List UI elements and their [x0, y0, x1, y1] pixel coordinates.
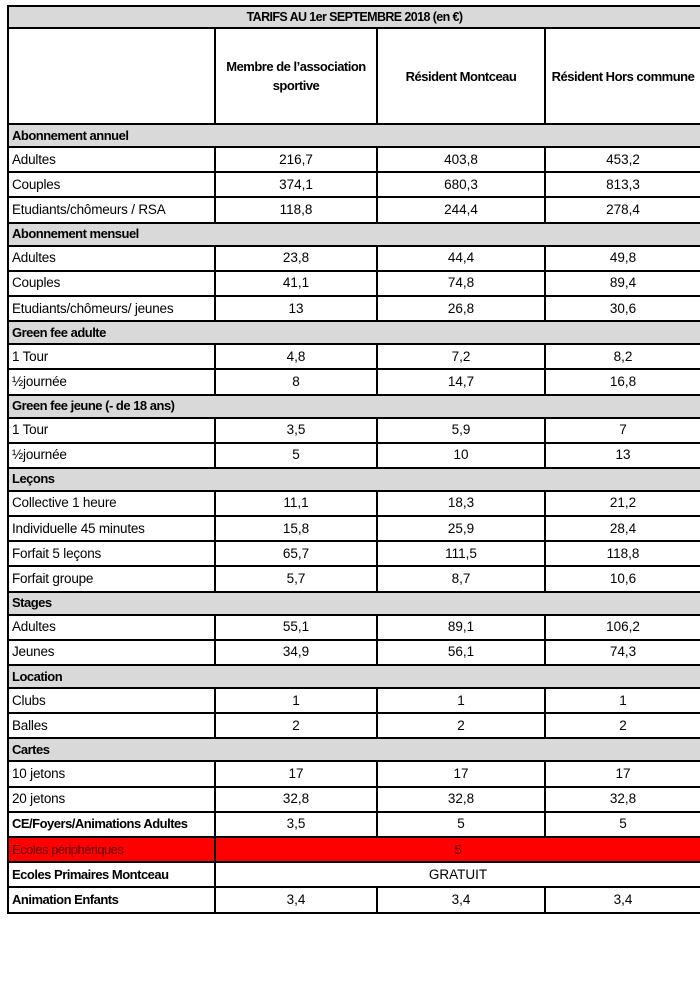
row-label: Adultes — [8, 246, 215, 271]
cell-value: 374,1 — [215, 172, 377, 197]
section-title: Location — [8, 665, 700, 688]
cell-value: 680,3 — [377, 172, 545, 197]
cell-value: 106,2 — [545, 615, 700, 640]
row-label: Collective 1 heure — [8, 491, 215, 516]
table-row — [8, 566, 700, 591]
cell-value: 7,2 — [377, 344, 545, 369]
section-title: Green fee jeune (- de 18 ans) — [8, 395, 700, 418]
table-title: TARIFS AU 1er SEPTEMBRE 2018 (en €) — [8, 6, 700, 28]
row-label: 1 Tour — [8, 418, 215, 443]
table-row — [8, 197, 700, 222]
cell-value: 17 — [215, 761, 377, 786]
section-row — [8, 592, 700, 615]
cell-value: 453,2 — [545, 147, 700, 172]
table-row — [8, 615, 700, 640]
cell-value: 41,1 — [215, 271, 377, 296]
cell-value: 23,8 — [215, 246, 377, 271]
ecoles-primaires-row — [8, 862, 700, 887]
cell-value: 26,8 — [377, 296, 545, 321]
cell-value: 8,7 — [377, 566, 545, 591]
cell-value: 44,4 — [377, 246, 545, 271]
animation-enfants-label: Animation Enfants — [8, 887, 215, 912]
animation-enfants-row — [8, 887, 700, 912]
ce-foyers-label: CE/Foyers/Animations Adultes — [8, 812, 215, 837]
section-row — [8, 468, 700, 491]
cell-value: 25,9 — [377, 516, 545, 541]
ecoles-peripheriques-label: Ecoles périphériques — [8, 837, 215, 862]
section-row — [8, 124, 700, 147]
row-label: Forfait 5 leçons — [8, 541, 215, 566]
cell-value: 65,7 — [215, 541, 377, 566]
cell-value: 89,1 — [377, 615, 545, 640]
cell-value: 2 — [377, 713, 545, 738]
cell-value: 1 — [377, 688, 545, 713]
cell-value: 3,4 — [377, 887, 545, 912]
row-label: 1 Tour — [8, 344, 215, 369]
ce-foyers-row — [8, 812, 700, 837]
cell-value: 4,8 — [215, 344, 377, 369]
ecoles-primaires-label: Ecoles Primaires Montceau — [8, 862, 215, 887]
cell-value: 5 — [377, 812, 545, 837]
table-row — [8, 491, 700, 516]
tarifs-table — [7, 5, 700, 914]
row-label: Adultes — [8, 615, 215, 640]
row-label: 20 jetons — [8, 787, 215, 812]
row-label: ½journée — [8, 369, 215, 394]
section-row — [8, 321, 700, 344]
cell-value: 30,6 — [545, 296, 700, 321]
ecoles-peripheriques-row — [8, 837, 700, 862]
cell-value: 3,5 — [215, 418, 377, 443]
header-row — [8, 28, 700, 124]
cell-value: 5 — [215, 443, 377, 468]
cell-value: 49,8 — [545, 246, 700, 271]
section-title: Abonnement mensuel — [8, 223, 700, 246]
row-label: Jeunes — [8, 640, 215, 665]
cell-value: 1 — [545, 688, 700, 713]
cell-value: 32,8 — [545, 787, 700, 812]
cell-value: 403,8 — [377, 147, 545, 172]
cell-value: 11,1 — [215, 491, 377, 516]
cell-value: 89,4 — [545, 271, 700, 296]
cell-value: 1 — [215, 688, 377, 713]
cell-value: 10 — [377, 443, 545, 468]
cell-value: 18,3 — [377, 491, 545, 516]
row-label: ½journée — [8, 443, 215, 468]
cell-value: 55,1 — [215, 615, 377, 640]
ecoles-primaires-value: GRATUIT — [215, 862, 700, 887]
cell-value: 14,7 — [377, 369, 545, 394]
table-row — [8, 541, 700, 566]
cell-value: 32,8 — [215, 787, 377, 812]
cell-value: 74,8 — [377, 271, 545, 296]
section-title: Stages — [8, 592, 700, 615]
section-row — [8, 223, 700, 246]
row-label: Adultes — [8, 147, 215, 172]
section-title: Abonnement annuel — [8, 124, 700, 147]
cell-value: 111,5 — [377, 541, 545, 566]
row-label: Etudiants/chômeurs / RSA — [8, 197, 215, 222]
table-row — [8, 761, 700, 786]
cell-value: 5 — [545, 812, 700, 837]
cell-value: 15,8 — [215, 516, 377, 541]
cell-value: 216,7 — [215, 147, 377, 172]
cell-value: 13 — [545, 443, 700, 468]
cell-value: 74,3 — [545, 640, 700, 665]
cell-value: 8,2 — [545, 344, 700, 369]
cell-value: 813,3 — [545, 172, 700, 197]
row-label: Couples — [8, 172, 215, 197]
cell-value: 17 — [377, 761, 545, 786]
table-row — [8, 246, 700, 271]
cell-value: 3,5 — [215, 812, 377, 837]
table-row — [8, 172, 700, 197]
table-row — [8, 271, 700, 296]
table-row — [8, 713, 700, 738]
table-row — [8, 344, 700, 369]
cell-value: 118,8 — [545, 541, 700, 566]
header-resident-hors-commune: Résident Hors commune — [545, 28, 700, 124]
row-label: Couples — [8, 271, 215, 296]
section-row — [8, 665, 700, 688]
section-row — [8, 738, 700, 761]
cell-value: 2 — [545, 713, 700, 738]
row-label: Balles — [8, 713, 215, 738]
cell-value: 5,7 — [215, 566, 377, 591]
cell-value: 32,8 — [377, 787, 545, 812]
row-label: 10 jetons — [8, 761, 215, 786]
section-row — [8, 395, 700, 418]
table-row — [8, 147, 700, 172]
cell-value: 28,4 — [545, 516, 700, 541]
title-row — [8, 6, 700, 28]
cell-value: 34,9 — [215, 640, 377, 665]
cell-value: 5,9 — [377, 418, 545, 443]
cell-value: 56,1 — [377, 640, 545, 665]
cell-value: 2 — [215, 713, 377, 738]
cell-value: 118,8 — [215, 197, 377, 222]
cell-value: 3,4 — [215, 887, 377, 912]
cell-value: 244,4 — [377, 197, 545, 222]
cell-value: 13 — [215, 296, 377, 321]
row-label: Forfait groupe — [8, 566, 215, 591]
section-title: Green fee adulte — [8, 321, 700, 344]
row-label: Etudiants/chômeurs/ jeunes — [8, 296, 215, 321]
ecoles-peripheriques-value: 5 — [215, 837, 700, 862]
table-row — [8, 516, 700, 541]
header-empty-cell — [8, 28, 215, 124]
cell-value: 16,8 — [545, 369, 700, 394]
table-row — [8, 418, 700, 443]
table-row — [8, 369, 700, 394]
cell-value: 7 — [545, 418, 700, 443]
table-row — [8, 640, 700, 665]
table-row — [8, 296, 700, 321]
table-row — [8, 443, 700, 468]
cell-value: 21,2 — [545, 491, 700, 516]
cell-value: 3,4 — [545, 887, 700, 912]
row-label: Clubs — [8, 688, 215, 713]
header-membre: Membre de l’association sportive — [215, 28, 377, 124]
section-title: Leçons — [8, 468, 700, 491]
cell-value: 17 — [545, 761, 700, 786]
table-row — [8, 688, 700, 713]
section-title: Cartes — [8, 738, 700, 761]
table-row — [8, 787, 700, 812]
header-resident-montceau: Résident Montceau — [377, 28, 545, 124]
cell-value: 278,4 — [545, 197, 700, 222]
cell-value: 8 — [215, 369, 377, 394]
cell-value: 10,6 — [545, 566, 700, 591]
row-label: Individuelle 45 minutes — [8, 516, 215, 541]
